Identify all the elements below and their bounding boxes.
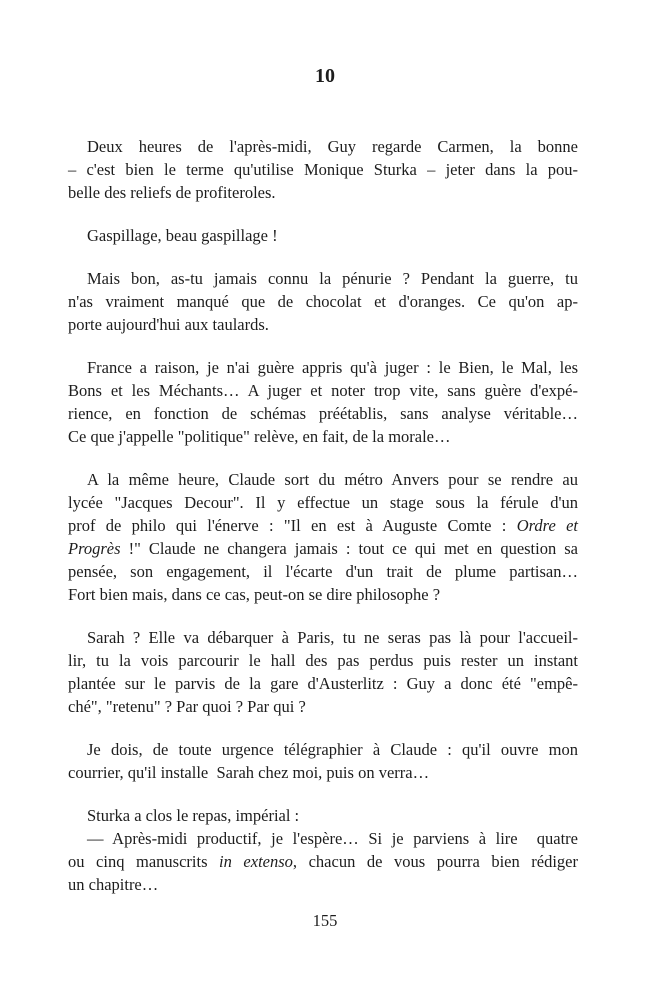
text-run: A la même heure, Claude sort du métro Anvers pour se rendre au: [87, 470, 578, 489]
text-line: [68, 583, 578, 606]
text-line: [68, 402, 578, 425]
text-line: [68, 135, 578, 158]
text-run: plantée sur le parvis de la gare d'Austerlitz : Guy a donc été "empê-: [68, 674, 578, 693]
text-run: lir, tu la vois parcourir le hall des pas perdus puis rester un instant: [68, 651, 578, 670]
text-run: Sarah ? Elle va débarquer à Paris, tu ne seras pas là pour l'accueil-: [87, 628, 578, 647]
text-run: ou cinq manuscrits: [68, 852, 220, 871]
text-run: Bons et les Méchants… A juger et noter trop vite, sans guère d'expé-: [68, 381, 578, 400]
text-line: [68, 827, 578, 850]
text-line: [68, 514, 578, 537]
paragraph: [68, 468, 578, 606]
text-line: [68, 761, 578, 784]
paragraph: [68, 356, 578, 448]
text-line: [68, 313, 578, 336]
text-run: , chacun de vous pourra bien rédiger: [292, 852, 579, 871]
paragraph: [68, 738, 578, 784]
text-run: Ce que j'appelle "politique" relève, en fait, de la morale…: [68, 427, 451, 446]
text-run: rience, en fonction de schémas préétablis, sans analyse véritable…: [68, 404, 578, 423]
text-line: [68, 468, 578, 491]
text-line: [68, 181, 578, 204]
text-run: Deux heures de l'après-midi, Guy regarde Carmen, la bonne: [87, 137, 578, 156]
text-line: [68, 873, 578, 896]
text-run: belle des reliefs de profiteroles.: [68, 183, 276, 202]
text-line: [68, 560, 578, 583]
text-run: France a raison, je n'ai guère appris qu'à juger : le Bien, le Mal, les: [87, 358, 578, 377]
text-run: un chapitre…: [68, 875, 159, 894]
italic-text-run: Progrès: [68, 539, 121, 558]
text-line: [68, 158, 578, 181]
text-line: [68, 356, 578, 379]
text-line: [68, 537, 578, 560]
paragraph: [68, 267, 578, 336]
text-run: !" Claude ne changera jamais : tout ce qui met en question sa: [120, 539, 578, 558]
text-line: [68, 672, 578, 695]
chapter-number: 10: [315, 65, 335, 87]
page-text: [68, 135, 578, 896]
paragraph: [68, 135, 578, 204]
paragraph: [68, 827, 578, 896]
text-run: — Après-midi productif, je l'espère… Si je parviens à lire quatre: [87, 829, 578, 848]
text-run: Je dois, de toute urgence télégraphier à Claude : qu'il ouvre mon: [87, 740, 578, 759]
paragraph: [68, 626, 578, 718]
text-line: [68, 379, 578, 402]
text-run: Gaspillage, beau gaspillage !: [87, 226, 278, 245]
italic-text-run: Ordre et: [516, 516, 578, 535]
text-line: [68, 224, 578, 247]
text-line: [68, 491, 578, 514]
page-number: 155: [312, 911, 338, 930]
text-line: [68, 649, 578, 672]
text-line: [68, 626, 578, 649]
text-run: lycée "Jacques Decour". Il y effectue un stage sous la férule d'un: [68, 493, 578, 512]
text-run: courrier, qu'il installe Sarah chez moi, puis on verra…: [68, 763, 430, 782]
text-run: Sturka a clos le repas, impérial :: [87, 806, 300, 825]
text-line: [68, 738, 578, 761]
text-run: prof de philo qui l'énerve : "Il en est à Auguste Comte :: [68, 516, 517, 535]
text-run: Mais bon, as-tu jamais connu la pénurie ? Pendant la guerre, tu: [87, 269, 578, 288]
italic-text-run: in extenso: [219, 852, 293, 871]
text-run: n'as vraiment manqué que de chocolat et d'oranges. Ce qu'on ap-: [68, 292, 578, 311]
text-line: [68, 290, 578, 313]
text-line: [68, 267, 578, 290]
text-line: [68, 804, 578, 827]
paragraph: [68, 804, 578, 827]
paragraph: [68, 224, 578, 247]
text-line: [68, 850, 578, 873]
text-run: Fort bien mais, dans ce cas, peut-on se dire philosophe ?: [68, 585, 441, 604]
text-run: – c'est bien le terme qu'utilise Monique Sturka – jeter dans la pou-: [68, 160, 578, 179]
text-run: pensée, son engagement, il l'écarte d'un trait de plume partisan…: [68, 562, 578, 581]
text-run: porte aujourd'hui aux taulards.: [68, 315, 269, 334]
text-run: ché", "retenu" ? Par quoi ? Par qui ?: [68, 697, 306, 716]
text-line: [68, 695, 578, 718]
text-line: [68, 425, 578, 448]
